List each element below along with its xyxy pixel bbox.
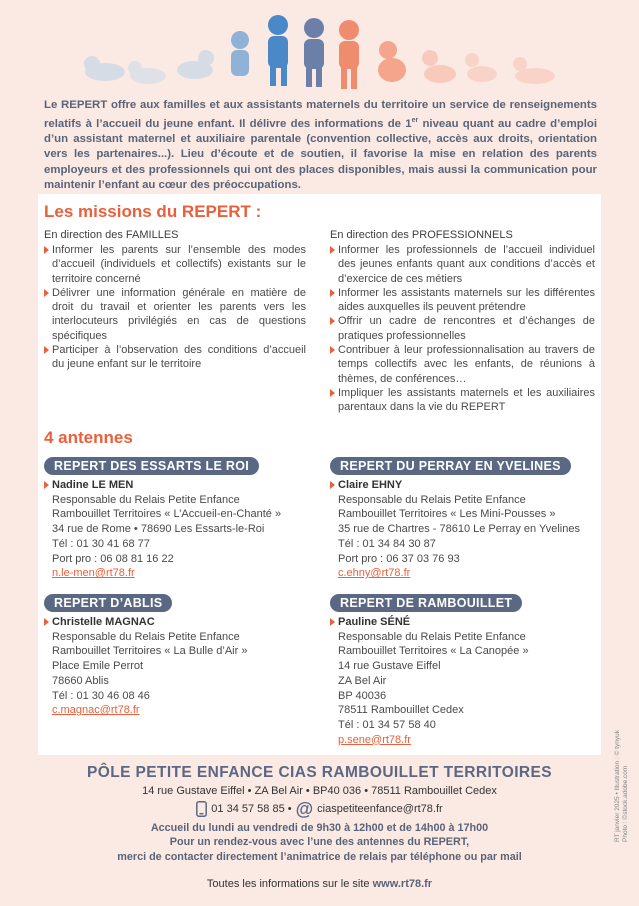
antenne-line: Tél : 01 34 57 58 40	[338, 718, 436, 731]
antenne-line: Place Emile Perrot	[52, 660, 144, 673]
antenne-line: Responsable du Relais Petite Enfance	[338, 630, 526, 643]
missions-title: Les missions du REPERT :	[44, 202, 262, 221]
antenne-line: 78660 Ablis	[52, 674, 109, 687]
credit-line: Photo : ©stock.adobe.com	[622, 765, 629, 842]
antenne-line: 14 rue Gustave Eiffel	[338, 660, 441, 673]
antenne-line: Rambouillet Territoires « L’Accueil-en-Chanté »	[52, 508, 282, 521]
antenne-line: Tél : 01 30 41 68 77	[52, 537, 150, 550]
pole-phone: 01 34 57 58 85 •	[211, 803, 292, 815]
antenne-heading: REPERT DES ESSARTS LE ROI	[44, 457, 259, 475]
families-column	[44, 228, 306, 372]
antenne-contact: Christelle MAGNAC	[52, 615, 312, 630]
antenne-email-link[interactable]: n.le-men@rt78.fr	[52, 567, 135, 580]
antennes-title: 4 antennes	[44, 428, 133, 447]
professionals-item: Offrir un cadre de rencontres et d’échanges de pratiques professionnelles	[330, 314, 595, 343]
website-link[interactable]: www.rt78.fr	[372, 878, 433, 891]
antenne-line: Rambouillet Territoires « La Canopée »	[338, 645, 529, 658]
professionals-item: Impliquer les assistants maternels et les auxiliaires parentaux dans la vie du REPERT	[330, 386, 595, 415]
families-item: Informer les parents sur l’ensemble des modes d’accueil (individuels et collectifs) existants sur le territoire concerné	[44, 243, 306, 286]
antenne-heading: REPERT DU PERRAY EN YVELINES	[330, 457, 571, 475]
antenne-line: BP 40036	[338, 689, 387, 702]
antenne-line: Tél : 01 34 84 30 87	[338, 537, 436, 550]
antenne-line: Responsable du Relais Petite Enfance	[52, 630, 240, 643]
antenne-line: Port pro : 06 37 03 76 93	[338, 552, 460, 565]
antenne-heading: REPERT DE RAMBOUILLET	[330, 594, 522, 612]
antenne-email-link[interactable]: c.magnac@rt78.fr	[52, 704, 140, 717]
antenne-email-link[interactable]: c.ehny@rt78.fr	[338, 567, 411, 580]
hours-line: Accueil du lundi au vendredi de 9h30 à 12h00 et de 14h00 à 17h00	[150, 822, 489, 834]
antenne-line: 35 rue de Chartres - 78610 Le Perray en Yvelines	[338, 523, 580, 536]
photo-credit	[614, 730, 630, 842]
content-panel	[38, 194, 601, 755]
antenne-contact: Claire EHNY	[338, 478, 598, 493]
antenne-contact: Pauline SÉNÉ	[338, 615, 598, 630]
rdv-line: merci de contacter directement l’animatrice de relais par téléphone ou par mail	[117, 850, 522, 863]
antenne-ablis	[44, 594, 312, 718]
pole-title: PÔLE PETITE ENFANCE CIAS RAMBOUILLET TERRITOIRES	[87, 764, 552, 781]
families-item: Participer à l’observation des conditions d’accueil du jeune enfant sur le territoire	[44, 343, 306, 372]
intro-paragraph: Le REPERT offre aux familles et aux assistants maternels du territoire un service de renseignements relatifs à l’accueil du jeune enfant. Il délivre des informations de 1er niveau quant au cadre d’emploi d’un assistant maternel et auxiliaire parentale (convention collective, accès aux droits, orientation vers les partenaires...). Lieu d’écoute et de soutien, il favorise la mise en relation des parents employeurs et des professionnels qui ont des places disponibles, mais aussi la communication pour maintenir l’enfant au cœur des préoccupations.	[44, 99, 598, 191]
website-line: Toutes les informations sur le site www.rt78.fr	[206, 878, 433, 891]
antenne-line: Responsable du Relais Petite Enfance	[52, 493, 240, 506]
families-title: En direction des FAMILLES	[44, 229, 179, 241]
antenne-essarts	[44, 457, 312, 581]
at-icon: @	[295, 799, 314, 819]
professionals-item: Informer les assistants maternels sur les différentes aides auxquelles ils peuvent prétendre	[330, 286, 595, 315]
antenne-line: Port pro : 06 08 81 16 22	[52, 552, 174, 565]
rdv-line: Pour un rendez-vous avec l’une des antennes du REPERT,	[169, 836, 470, 849]
phone-icon	[196, 801, 207, 817]
pole-email-link[interactable]: ciaspetiteenfance@rt78.fr	[317, 803, 443, 815]
professionals-item: Contribuer à leur professionnalisation au travers de temps collectifs avec les enfants, de réunions à thèmes, de conférences…	[330, 343, 595, 386]
children-illustration	[0, 0, 639, 96]
antenne-line: Responsable du Relais Petite Enfance	[338, 493, 526, 506]
antenne-rambouillet	[330, 594, 598, 747]
pole-address: 14 rue Gustave Eiffel • ZA Bel Air • BP40 036 • 78511 Rambouillet Cedex	[142, 785, 497, 797]
pole-contact	[0, 801, 639, 817]
antenne-contact: Nadine LE MEN	[52, 478, 312, 493]
antenne-line: ZA Bel Air	[338, 674, 387, 687]
antenne-line: Rambouillet Territoires « Les Mini-Pousses »	[338, 508, 556, 521]
antenne-line: 34 rue de Rome • 78690 Les Essarts-le-Roi	[52, 523, 265, 536]
antenne-heading: REPERT D’ABLIS	[44, 594, 172, 612]
families-item: Délivrer une information générale en matière de droit du travail et orienter les parents vers les interlocuteurs privilégiés en cas de questions spécifiques	[44, 286, 306, 343]
professionals-title: En direction des PROFESSIONNELS	[330, 229, 513, 241]
credit-line: RT janvier 2025 • Illustration : © tynyuk	[614, 730, 621, 842]
professionals-column	[330, 228, 595, 415]
antenne-line: Tél : 01 30 46 08 46	[52, 689, 150, 702]
antenne-email-link[interactable]: p.sene@rt78.fr	[338, 733, 411, 746]
antenne-perray	[330, 457, 598, 581]
professionals-item: Informer les professionnels de l’accueil individuel des jeunes enfants quant aux conditions d’accès et d’exercice de ces métiers	[330, 243, 595, 286]
antenne-line: 78511 Rambouillet Cedex	[338, 704, 464, 717]
antenne-line: Rambouillet Territoires « La Bulle d’Air »	[52, 645, 248, 658]
